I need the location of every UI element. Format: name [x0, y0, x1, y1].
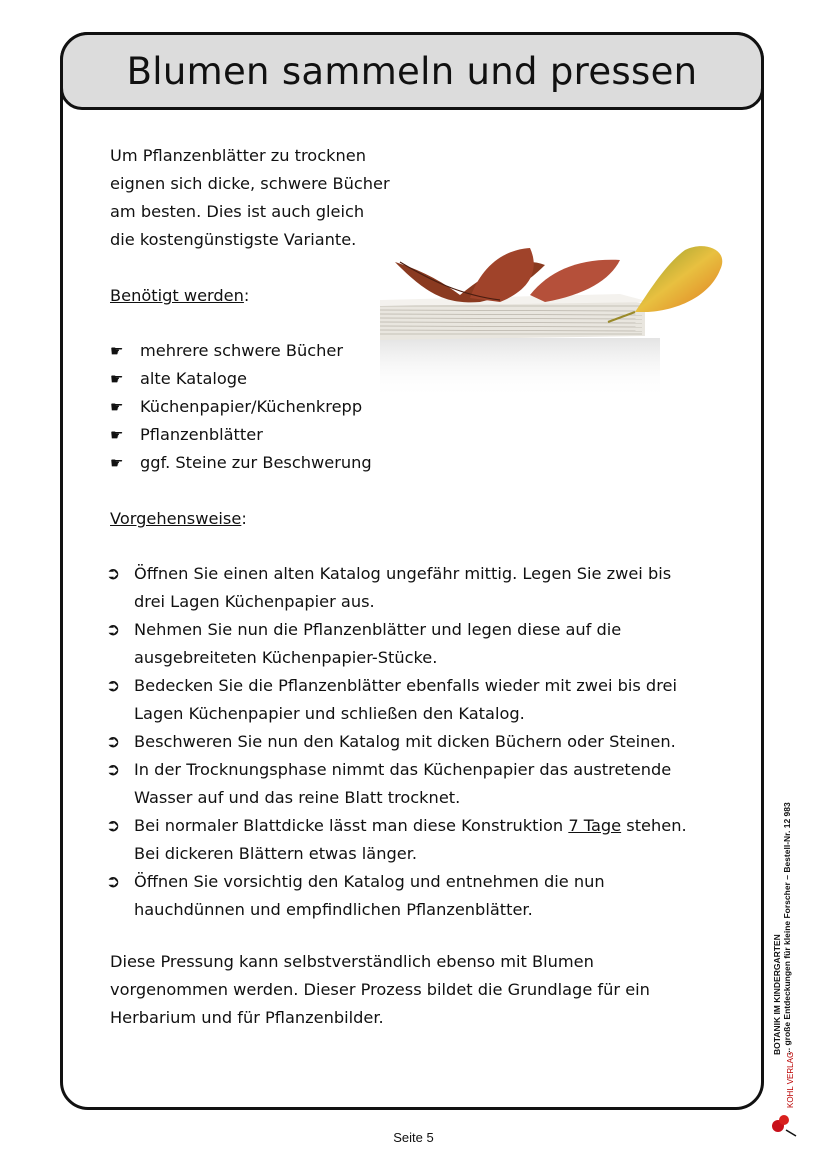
list-item — [106, 616, 726, 672]
step-line: hauchdünnen und empfindlichen Pflanzenblätter. — [134, 900, 533, 919]
page-title: Blumen sammeln und pressen — [126, 49, 698, 93]
list-item — [106, 756, 726, 812]
procedure-heading-label: Vorgehensweise — [110, 509, 242, 528]
step-line: Lagen Küchenpapier und schließen den Katalog. — [134, 704, 525, 723]
step-line: Bei dickeren Blättern etwas länger. — [134, 844, 418, 863]
series-title: BOTANIK IM KINDERGARTEN — [772, 934, 782, 1055]
arrow-icon: ➲ — [106, 760, 121, 780]
book-with-leaves-image — [380, 240, 755, 420]
list-item — [110, 393, 372, 421]
intro-line: die kostengünstigste Variante. — [110, 230, 357, 249]
procedure-heading — [110, 505, 247, 533]
arrow-icon: ➲ — [106, 620, 121, 640]
outro-line: Diese Pressung kann selbstverständlich ebenso mit Blumen — [110, 952, 594, 971]
list-item — [106, 812, 726, 868]
materials-heading-colon: : — [243, 286, 250, 305]
material-label: alte Kataloge — [140, 369, 248, 388]
outro-line: vorgenommen werden. Dieser Prozess bildet die Grundlage für ein — [110, 980, 650, 999]
arrow-icon: ➲ — [106, 872, 121, 892]
pointing-hand-icon: ☛ — [110, 398, 124, 416]
list-item — [106, 728, 726, 756]
procedure-steps — [106, 560, 726, 924]
duration-highlight: 7 Tage — [568, 816, 622, 835]
step-line: Nehmen Sie nun die Pflanzenblätter und legen diese auf die — [134, 620, 622, 639]
intro-line: eignen sich dicke, schwere Bücher — [110, 174, 390, 193]
step-line: Öffnen Sie einen alten Katalog ungefähr mittig. Legen Sie zwei bis — [134, 564, 672, 583]
series-subtitle: ... große Entdeckungen für kleine Forscher – Bestell-Nr. 12 983 — [782, 802, 792, 1055]
publisher-logo-icon — [770, 1060, 800, 1140]
step-line — [134, 812, 687, 840]
list-item — [106, 672, 726, 728]
arrow-icon: ➲ — [106, 676, 121, 696]
step-text: stehen. — [621, 816, 687, 835]
outro-line: Herbarium und für Pflanzenbilder. — [110, 1008, 384, 1027]
title-bar — [60, 32, 764, 110]
step-line: In der Trocknungsphase nimmt das Küchenpapier das austretende — [134, 760, 672, 779]
material-label: Küchenpapier/Küchenkrepp — [140, 397, 363, 416]
outro-paragraph — [110, 948, 670, 1032]
intro-line: Um Pflanzenblätter zu trocknen — [110, 146, 366, 165]
list-item — [110, 449, 372, 477]
publisher-name: KOHL VERLAG — [786, 1051, 795, 1108]
procedure-heading-colon: : — [241, 509, 247, 528]
pointing-hand-icon: ☛ — [110, 454, 124, 472]
step-line: Öffnen Sie vorsichtig den Katalog und entnehmen die nun — [134, 872, 605, 891]
list-item — [106, 868, 726, 924]
step-line: Bedecken Sie die Pflanzenblätter ebenfalls wieder mit zwei bis drei — [134, 676, 677, 695]
step-line: Wasser auf und das reine Blatt trocknet. — [134, 788, 461, 807]
step-line: ausgebreiteten Küchenpapier-Stücke. — [134, 648, 438, 667]
list-item — [106, 560, 726, 616]
step-text: Bei normaler Blattdicke lässt man diese Konstruktion — [134, 816, 569, 835]
materials-heading-label: Benötigt werden — [110, 286, 244, 305]
arrow-icon: ➲ — [106, 732, 121, 752]
arrow-icon: ➲ — [106, 816, 121, 836]
intro-paragraph — [110, 142, 410, 254]
intro-line: am besten. Dies ist auch gleich — [110, 202, 365, 221]
pointing-hand-icon: ☛ — [110, 370, 124, 388]
material-label: Pflanzenblätter — [140, 425, 263, 444]
pointing-hand-icon: ☛ — [110, 342, 124, 360]
material-label: mehrere schwere Bücher — [140, 341, 343, 360]
arrow-icon: ➲ — [106, 564, 121, 584]
list-item — [110, 421, 372, 449]
step-line: drei Lagen Küchenpapier aus. — [134, 592, 375, 611]
pointing-hand-icon: ☛ — [110, 426, 124, 444]
materials-list — [110, 337, 372, 477]
list-item — [110, 365, 372, 393]
material-label: ggf. Steine zur Beschwerung — [140, 453, 372, 472]
step-line: Beschweren Sie nun den Katalog mit dicken Büchern oder Steinen. — [134, 732, 676, 751]
page-number: Seite 5 — [393, 1130, 434, 1145]
materials-heading — [110, 282, 249, 310]
series-sidebar — [772, 802, 792, 1055]
list-item — [110, 337, 372, 365]
